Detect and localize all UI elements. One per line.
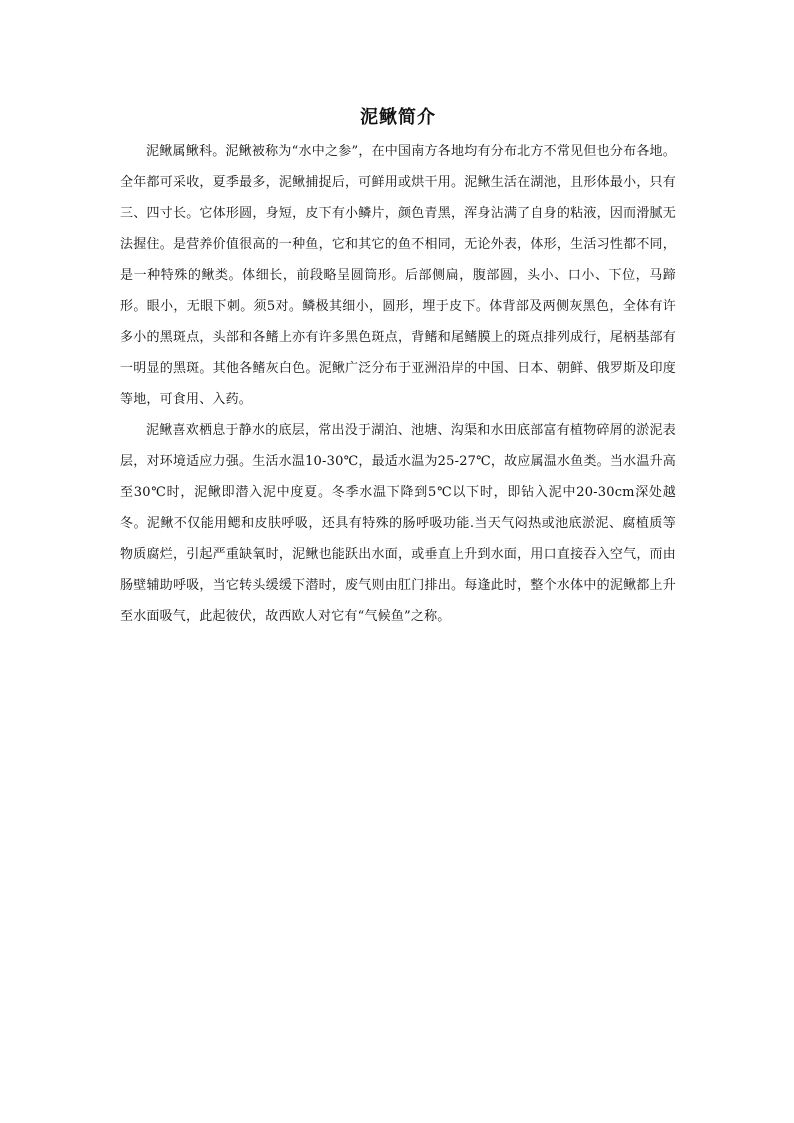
paragraph-2: 泥鳅喜欢栖息于静水的底层，常出没于湖泊、池塘、沟渠和水田底部富有植物碎屑的淤泥表层，对环境适应力强。生活水温10-30℃，最适水温为25-27℃，故应属温水鱼类。当水温升高至30℃时，泥鳅即潜入泥中度夏。冬季水温下降到5℃以下时，即钻入泥中20-30cm深处越冬。泥鳅不仅能用鳃和皮肤呼吸，还具有特殊的肠呼吸功能.当天气闷热或池底淤泥、腐植质等物质腐烂，引起严重缺氧时，泥鳅也能跃出水面，或垂直上升到水面，用口直接吞入空气，而由肠壁辅助呼吸，当它转头缓缓下潜时，废气则由肛门排出。每逢此时，整个水体中的泥鳅都上升至水面吸气，此起彼伏，故西欧人对它有“气候鱼”之称。 — [120, 423, 676, 624]
document-title: 泥鳅简介 — [360, 107, 436, 128]
paragraph-1: 泥鳅属鳅科。泥鳅被称为“水中之参”，在中国南方各地均有分布北方不常见但也分布各地。全年都可采收，夏季最多，泥鳅捕捉后，可鲜用或烘干用。泥鳅生活在湖池，且形体最小，只有三、四寸长。它体形圆，身短，皮下有小鳞片，颜色青黑，浑身沾满了自身的粘液，因而滑腻无法握住。是营养价值很高的一种鱼，它和其它的鱼不相同，无论外表，体形，生活习性都不同，是一种特殊的鳅类。体细长，前段略呈圆筒形。后部侧扁，腹部圆，头小、口小、下位，马蹄形。眼小，无眼下刺。须5对。鳞极其细小，圆形，埋于皮下。体背部及两侧灰黑色，全体有许多小的黑斑点，头部和各鳍上亦有许多黑色斑点，背鳍和尾鳍膜上的斑点排列成行，尾柄基部有一明显的黑斑。其他各鳍灰白色。泥鳅广泛分布于亚洲沿岸的中国、日本、朝鲜、俄罗斯及印度等地，可食用、入药。 — [120, 144, 676, 407]
document-page — [120, 104, 676, 632]
